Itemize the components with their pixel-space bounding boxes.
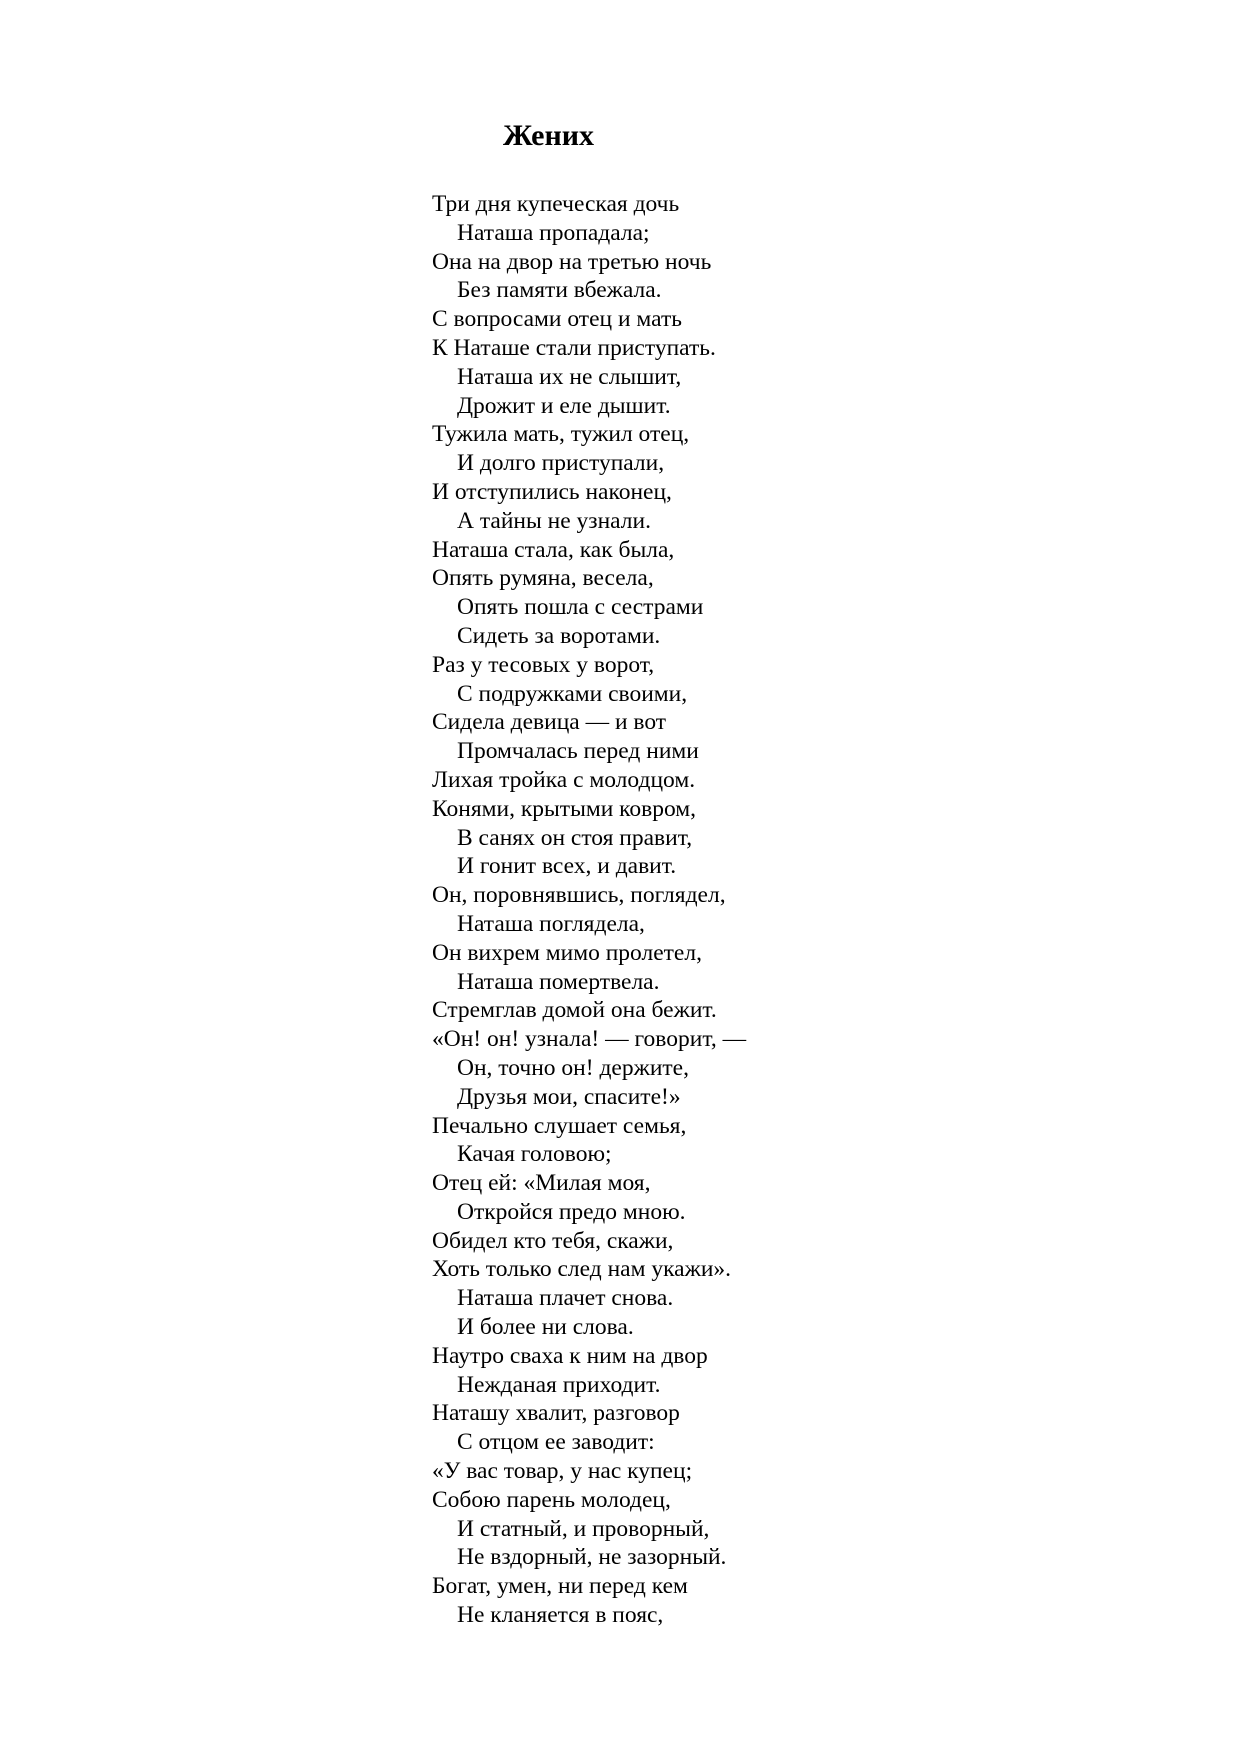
poem-line: И статный, и проворный, <box>457 1515 710 1542</box>
poem-line: С вопросами отец и мать <box>432 306 682 333</box>
poem-line: Отец ей: «Милая моя, <box>432 1170 651 1197</box>
poem-line: Промчалась перед ними <box>457 738 699 765</box>
poem-line: Друзья мои, спасите!» <box>457 1083 681 1110</box>
poem-line: И отступились наконец, <box>432 478 672 505</box>
poem-line: «Он! он! узнала! — говорит, — <box>432 1026 747 1053</box>
poem-line: Он вихрем мимо пролетел, <box>432 939 702 966</box>
poem-line: К Наташе стали приступать. <box>432 334 716 361</box>
poem-line: Наташа плачет снова. <box>457 1285 674 1312</box>
poem-line: Она на двор на третью ночь <box>432 248 712 275</box>
poem-line: Наташа поглядела, <box>457 910 645 937</box>
poem-line: С подружками своими, <box>457 680 688 707</box>
poem-line: Опять румяна, весела, <box>432 565 654 592</box>
poem-line: Обидел кто тебя, скажи, <box>432 1227 674 1254</box>
poem-line: В санях он стоя правит, <box>457 824 693 851</box>
poem-line: Конями, крытыми ковром, <box>432 795 697 822</box>
poem-line: Наташа пропадала; <box>457 219 650 246</box>
poem-line: Три дня купеческая дочь <box>432 191 680 217</box>
poem-line: Раз у тесовых у ворот, <box>432 651 655 678</box>
poem-line: И долго приступали, <box>457 450 665 477</box>
poem-body <box>432 190 746 1630</box>
poem-line: Наташа помертвела. <box>457 968 660 995</box>
poem-line: Не вздорный, не зазорный. <box>457 1544 727 1571</box>
poem-line: Нежданая приходит. <box>457 1371 661 1398</box>
poem-line: С отцом ее заводит: <box>457 1429 655 1456</box>
poem-line: Качая головою; <box>457 1141 612 1168</box>
poem-line: «У вас товар, у нас купец; <box>432 1458 693 1485</box>
poem-line: Наутро сваха к ним на двор <box>432 1342 708 1369</box>
poem-line: Сидела девица — и вот <box>432 709 667 736</box>
poem-line: Богат, умен, ни перед кем <box>432 1573 688 1600</box>
poem-line: А тайны не узнали. <box>457 507 651 534</box>
poem-line: Наташа их не слышит, <box>457 363 682 390</box>
poem-line: Хоть только след нам укажи». <box>432 1256 732 1283</box>
poem-line: Стремглав домой она бежит. <box>432 997 717 1024</box>
poem-line: Без памяти вбежала. <box>457 277 662 304</box>
poem-line: Наташу хвалит, разговор <box>432 1400 680 1427</box>
poem-line: Дрожит и еле дышит. <box>457 392 671 419</box>
poem-line: Откройся предо мною. <box>457 1198 686 1225</box>
poem-line: Он, поровнявшись, поглядел, <box>432 882 726 909</box>
poem-line: Опять пошла с сестрами <box>457 594 704 621</box>
poem-line: Тужила мать, тужил отец, <box>432 421 690 448</box>
poem-line: Лихая тройка с молодцом. <box>432 766 696 793</box>
poem-line: Он, точно он! держите, <box>457 1054 689 1081</box>
poem-line: Собою парень молодец, <box>432 1486 671 1513</box>
poem-line: Наташа стала, как была, <box>432 536 675 563</box>
poem-line: Сидеть за воротами. <box>457 622 661 649</box>
poem-line: И гонит всех, и давит. <box>457 853 677 880</box>
poem-line: И более ни слова. <box>457 1314 634 1341</box>
poem-title: Жених <box>503 119 595 152</box>
poem-line: Не кланяется в пояс, <box>457 1602 664 1629</box>
poem-line: Печально слушает семья, <box>432 1112 687 1139</box>
